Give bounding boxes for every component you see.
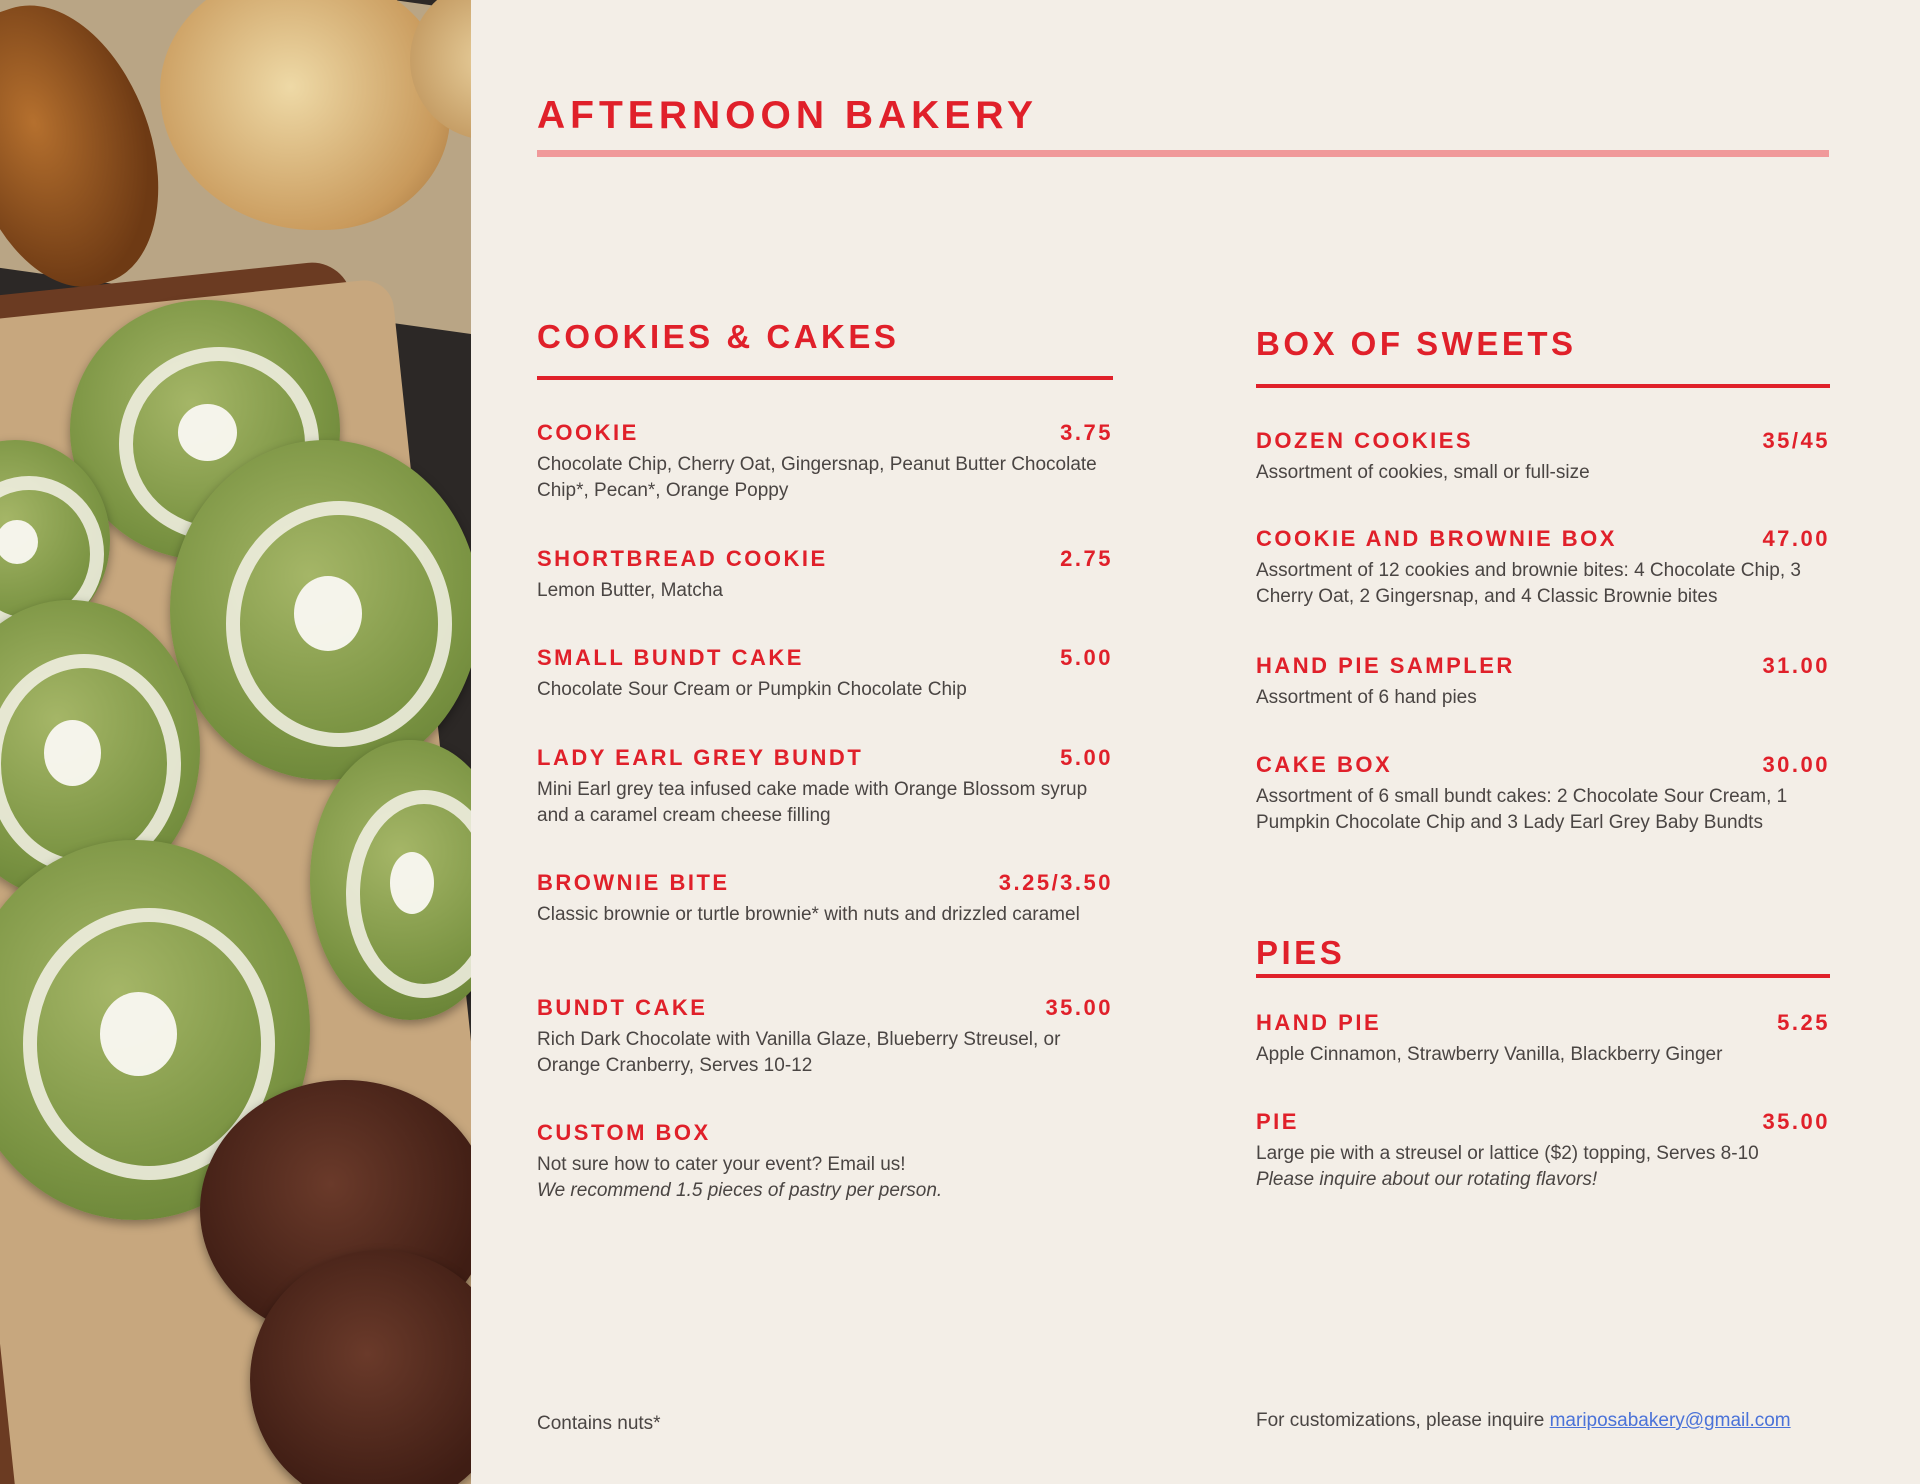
item-price: 5.00 — [1060, 745, 1113, 770]
item-price: 31.00 — [1762, 653, 1830, 678]
section-title: PIES — [1256, 934, 1346, 971]
box-of-sweets-section — [1256, 0, 1830, 1484]
item-description-text: Large pie with a streusel or lattice ($2) topping, Serves 8-10 — [1256, 1143, 1759, 1164]
menu-item — [537, 645, 1113, 703]
customization-text: For customizations, please inquire — [1256, 1410, 1550, 1431]
item-name: CUSTOM BOX — [537, 1120, 711, 1145]
customization-note — [1256, 1410, 1791, 1432]
item-description: Assortment of 6 hand pies — [1256, 687, 1477, 708]
item-name: PIE — [1256, 1109, 1299, 1134]
item-name: SHORTBREAD COOKIE — [537, 546, 828, 571]
menu-item — [537, 995, 1113, 1079]
item-price: 30.00 — [1762, 752, 1830, 777]
menu-item — [1256, 653, 1830, 711]
item-name: HAND PIE — [1256, 1010, 1382, 1035]
item-description — [1256, 1141, 1830, 1193]
item-note: We recommend 1.5 pieces of pastry per person. — [537, 1180, 943, 1201]
section-title: COOKIES & CAKES — [537, 318, 900, 355]
item-note: Please inquire about our rotating flavors! — [1256, 1169, 1598, 1190]
item-description — [537, 1152, 1113, 1204]
cookies-cakes-section — [537, 0, 1113, 1484]
item-name: BROWNIE BITE — [537, 870, 730, 895]
item-description: Assortment of cookies, small or full-size — [1256, 462, 1590, 483]
menu-item — [1256, 428, 1830, 486]
item-price: 5.00 — [1060, 645, 1113, 670]
item-price: 35.00 — [1762, 1109, 1830, 1134]
menu-item — [537, 1120, 1113, 1204]
section-divider — [537, 376, 1113, 380]
item-name: COOKIE AND BROWNIE BOX — [1256, 526, 1617, 551]
item-price: 35/45 — [1762, 428, 1830, 453]
item-description-text: Not sure how to cater your event? Email us! — [537, 1154, 906, 1175]
item-name: DOZEN COOKIES — [1256, 428, 1474, 453]
item-description: Chocolate Chip, Cherry Oat, Gingersnap, Peanut Butter Chocolate Chip*, Pecan*, Orange Poppy — [537, 454, 1097, 501]
item-description: Classic brownie or turtle brownie* with nuts and drizzled caramel — [537, 904, 1080, 925]
item-description: Lemon Butter, Matcha — [537, 580, 723, 601]
page-title: AFTERNOON BAKERY — [537, 94, 1039, 137]
item-description: Assortment of 12 cookies and brownie bites: 4 Chocolate Chip, 3 Cherry Oat, 2 Gingersnap, and 4 Classic Brownie bites — [1256, 560, 1801, 607]
item-name: BUNDT CAKE — [537, 995, 708, 1020]
menu-item — [1256, 752, 1830, 836]
item-description: Rich Dark Chocolate with Vanilla Glaze, Blueberry Streusel, or Orange Cranberry, Serves 10-12 — [537, 1029, 1061, 1076]
item-name: HAND PIE SAMPLER — [1256, 653, 1515, 678]
item-description: Mini Earl grey tea infused cake made with Orange Blossom syrup and a caramel cream cheese filling — [537, 779, 1088, 826]
section-divider — [1256, 384, 1830, 388]
item-name: CAKE BOX — [1256, 752, 1393, 777]
item-description: Apple Cinnamon, Strawberry Vanilla, Blackberry Ginger — [1256, 1044, 1723, 1065]
pastry-photo — [0, 0, 471, 1484]
email-link[interactable]: mariposabakery@gmail.com — [1549, 1410, 1791, 1431]
item-price: 47.00 — [1762, 526, 1830, 551]
menu-item — [537, 870, 1113, 928]
menu-item — [537, 420, 1113, 504]
nuts-note: Contains nuts* — [537, 1413, 661, 1434]
menu-item — [1256, 1010, 1830, 1068]
item-price: 35.00 — [1045, 995, 1113, 1020]
item-name: SMALL BUNDT CAKE — [537, 645, 804, 670]
section-title: BOX OF SWEETS — [1256, 325, 1577, 362]
item-name: LADY EARL GREY BUNDT — [537, 745, 864, 770]
item-name: COOKIE — [537, 420, 639, 445]
item-price: 3.25/3.50 — [998, 870, 1113, 895]
item-price: 5.25 — [1777, 1010, 1830, 1035]
section-divider — [1256, 974, 1830, 978]
item-description: Chocolate Sour Cream or Pumpkin Chocolate Chip — [537, 679, 967, 700]
item-price: 2.75 — [1060, 546, 1113, 571]
matcha-cookie — [170, 440, 471, 780]
menu-item — [1256, 1109, 1830, 1193]
menu-item — [537, 745, 1113, 829]
item-price: 3.75 — [1060, 420, 1113, 445]
menu-item — [537, 546, 1113, 604]
menu-item — [1256, 526, 1830, 610]
item-description: Assortment of 6 small bundt cakes: 2 Chocolate Sour Cream, 1 Pumpkin Chocolate Chip and 3 Lady Earl Grey Baby Bundts — [1256, 786, 1788, 833]
